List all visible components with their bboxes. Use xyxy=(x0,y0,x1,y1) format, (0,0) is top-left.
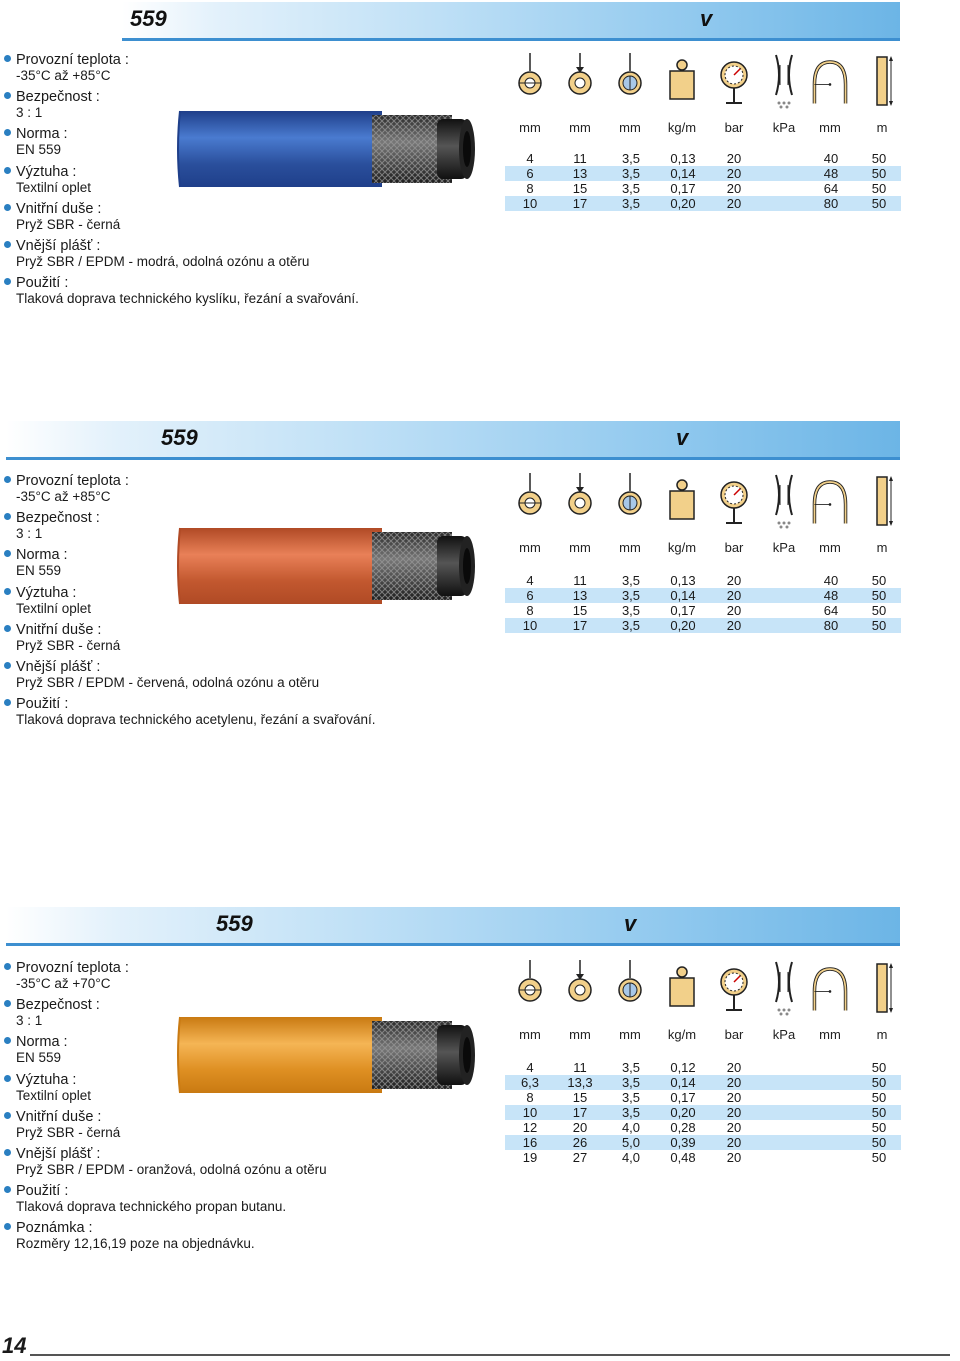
table-row xyxy=(505,1105,901,1120)
dimensions-table xyxy=(505,151,901,211)
length-icon xyxy=(863,466,901,536)
unit-label: bar xyxy=(724,120,744,135)
table-cell: 80 xyxy=(805,196,857,211)
table-cell: 3,5 xyxy=(605,1060,657,1075)
table-row xyxy=(505,1090,901,1105)
table-cell: 27 xyxy=(555,1150,605,1165)
spec-value: Tlaková doprava technického propan butanu. xyxy=(16,1199,287,1215)
table-cell: 20 xyxy=(709,1120,759,1135)
table-cell: 0,28 xyxy=(657,1120,709,1135)
unit-label: m xyxy=(876,540,888,555)
unit-label: mm xyxy=(569,1027,591,1042)
spec-label: Výztuha : xyxy=(4,164,359,180)
table-cell: 26 xyxy=(555,1135,605,1150)
table-cell xyxy=(759,1120,805,1135)
table-cell: 0,13 xyxy=(657,573,709,588)
spec-label: Vnitřní duše : xyxy=(4,201,359,217)
table-row xyxy=(505,603,901,618)
spec-label: Bezpečnost : xyxy=(4,997,327,1013)
spec-label: Vnější plášť : xyxy=(4,659,375,675)
table-cell xyxy=(759,618,805,633)
table-cell: 11 xyxy=(555,1060,605,1075)
table-cell: 0,17 xyxy=(657,1090,709,1105)
product-code: 559 xyxy=(130,6,167,31)
spec-label: Použití : xyxy=(4,696,375,712)
table-cell: 0,39 xyxy=(657,1135,709,1150)
table-cell: 0,13 xyxy=(657,151,709,166)
table-cell: 11 xyxy=(555,573,605,588)
product-type-letter: v xyxy=(624,911,637,936)
table-cell: 11 xyxy=(555,151,605,166)
spec-label: Použití : xyxy=(4,275,359,291)
unit-label: mm xyxy=(519,120,541,135)
spec-item xyxy=(4,52,359,84)
unit-label: mm xyxy=(619,120,641,135)
table-cell: 20 xyxy=(709,196,759,211)
weight-icon xyxy=(663,953,701,1023)
spec-value: Tlaková doprava technického kyslíku, řezání a svařování. xyxy=(16,291,359,307)
table-cell xyxy=(759,573,805,588)
outer-diameter-icon xyxy=(561,46,599,116)
section-banner xyxy=(6,907,900,946)
table-cell: 8 xyxy=(505,1090,555,1105)
table-cell: 12 xyxy=(505,1120,555,1135)
hose-image-blue xyxy=(172,103,477,200)
unit-label: mm xyxy=(819,1027,841,1042)
table-cell: 0,48 xyxy=(657,1150,709,1165)
table-cell xyxy=(759,166,805,181)
weight-icon xyxy=(663,46,701,116)
spec-value: Rozměry 12,16,19 poze na objednávku. xyxy=(16,1236,255,1252)
table-cell: 10 xyxy=(505,618,555,633)
table-cell: 50 xyxy=(857,196,901,211)
pressure-gauge-icon xyxy=(715,953,753,1023)
bend-radius-icon xyxy=(811,953,849,1023)
table-cell: 10 xyxy=(505,1105,555,1120)
table-cell: 17 xyxy=(555,1105,605,1120)
table-cell xyxy=(759,181,805,196)
table-row xyxy=(505,151,901,166)
wall-thickness-icon xyxy=(611,466,649,536)
table-cell: 20 xyxy=(709,588,759,603)
table-cell: 3,5 xyxy=(605,181,657,196)
table-cell: 3,5 xyxy=(605,166,657,181)
unit-label: mm xyxy=(569,120,591,135)
vacuum-icon xyxy=(765,46,803,116)
spec-value: 3 : 1 xyxy=(16,105,43,121)
table-cell: 3,5 xyxy=(605,618,657,633)
table-cell: 4,0 xyxy=(605,1120,657,1135)
table-cell: 40 xyxy=(805,573,857,588)
spec-item xyxy=(4,1109,327,1141)
spec-value: EN 559 xyxy=(16,142,62,158)
spec-item xyxy=(4,275,359,307)
wall-thickness-icon xyxy=(611,46,649,116)
unit-label: kg/m xyxy=(667,120,697,135)
table-cell: 20 xyxy=(709,603,759,618)
pressure-gauge-icon xyxy=(715,466,753,536)
product-code: 559 xyxy=(161,425,198,450)
table-row xyxy=(505,588,901,603)
spec-label: Norma : xyxy=(4,547,375,563)
table-cell: 50 xyxy=(857,573,901,588)
table-cell xyxy=(805,1105,857,1120)
table-cell: 20 xyxy=(555,1120,605,1135)
spec-value: Textilní oplet xyxy=(16,1087,92,1103)
spec-value: Pryž SBR / EPDM - oranžová, odolná ozónu a otěru xyxy=(16,1161,327,1177)
table-cell xyxy=(759,1075,805,1090)
wall-thickness-icon xyxy=(611,953,649,1023)
table-cell: 4 xyxy=(505,1060,555,1075)
spec-item xyxy=(4,201,359,233)
table-cell xyxy=(759,196,805,211)
table-cell: 8 xyxy=(505,603,555,618)
product-code: 559 xyxy=(216,911,253,936)
unit-label: bar xyxy=(724,1027,744,1042)
spec-label: Vnější plášť : xyxy=(4,238,359,254)
table-cell: 80 xyxy=(805,618,857,633)
table-cell: 20 xyxy=(709,151,759,166)
spec-list xyxy=(4,960,327,1258)
outer-diameter-icon xyxy=(561,953,599,1023)
table-cell: 3,5 xyxy=(605,1090,657,1105)
table-cell: 0,17 xyxy=(657,181,709,196)
table-cell: 3,5 xyxy=(605,1105,657,1120)
spec-value: 3 : 1 xyxy=(16,1013,43,1029)
weight-icon xyxy=(663,466,701,536)
spec-value: -35°C až +70°C xyxy=(16,976,111,991)
unit-label: kPa xyxy=(772,120,796,135)
table-cell: 3,5 xyxy=(605,196,657,211)
spec-label: Provozní teplota : xyxy=(4,960,327,976)
table-row xyxy=(505,573,901,588)
table-cell: 50 xyxy=(857,151,901,166)
table-cell: 0,20 xyxy=(657,618,709,633)
section-banner xyxy=(122,2,900,41)
table-cell: 3,5 xyxy=(605,573,657,588)
spec-label: Provozní teplota : xyxy=(4,473,375,489)
spec-item xyxy=(4,238,359,270)
table-row xyxy=(505,1075,901,1090)
table-cell: 50 xyxy=(857,1105,901,1120)
table-cell: 3,5 xyxy=(605,151,657,166)
spec-label: Výztuha : xyxy=(4,1072,327,1088)
table-cell: 50 xyxy=(857,1075,901,1090)
table-cell: 20 xyxy=(709,1135,759,1150)
spec-value: Pryž SBR / EPDM - modrá, odolná ozónu a otěru xyxy=(16,253,310,269)
spec-item xyxy=(4,960,327,992)
footer-rule xyxy=(30,1354,950,1356)
spec-value: Textilní oplet xyxy=(16,600,92,616)
table-cell: 50 xyxy=(857,1090,901,1105)
spec-label: Vnější plášť : xyxy=(4,1146,327,1162)
table-cell: 50 xyxy=(857,1150,901,1165)
unit-label: mm xyxy=(819,120,841,135)
spec-item xyxy=(4,659,375,691)
table-cell: 16 xyxy=(505,1135,555,1150)
table-cell: 50 xyxy=(857,181,901,196)
spec-label: Norma : xyxy=(4,1034,327,1050)
table-cell xyxy=(805,1075,857,1090)
spec-label: Použití : xyxy=(4,1183,327,1199)
unit-label: kPa xyxy=(772,540,796,555)
table-cell: 0,14 xyxy=(657,166,709,181)
table-cell: 64 xyxy=(805,181,857,196)
table-cell: 6,3 xyxy=(505,1075,555,1090)
pressure-gauge-icon xyxy=(715,46,753,116)
property-icons-row xyxy=(505,953,900,1023)
table-cell xyxy=(759,588,805,603)
spec-value: Pryž SBR / EPDM - červená, odolná ozónu a otěru xyxy=(16,674,320,690)
table-cell: 4 xyxy=(505,573,555,588)
unit-label: mm xyxy=(619,540,641,555)
table-row xyxy=(505,1135,901,1150)
table-cell xyxy=(759,1135,805,1150)
table-row xyxy=(505,618,901,633)
table-cell: 4 xyxy=(505,151,555,166)
spec-value: EN 559 xyxy=(16,563,62,579)
spec-label: Vnitřní duše : xyxy=(4,622,375,638)
hose-image-orange xyxy=(172,1009,477,1106)
table-cell xyxy=(805,1090,857,1105)
inner-diameter-icon xyxy=(511,953,549,1023)
table-cell: 10 xyxy=(505,196,555,211)
unit-label: kg/m xyxy=(667,1027,697,1042)
unit-label: bar xyxy=(724,540,744,555)
table-cell xyxy=(805,1135,857,1150)
table-cell: 20 xyxy=(709,1060,759,1075)
property-icons-row xyxy=(505,46,900,116)
table-cell: 15 xyxy=(555,603,605,618)
dimensions-table xyxy=(505,1060,901,1165)
table-cell xyxy=(805,1120,857,1135)
spec-item xyxy=(4,1146,327,1178)
spec-value: EN 559 xyxy=(16,1050,62,1066)
table-cell: 13,3 xyxy=(555,1075,605,1090)
table-cell: 0,14 xyxy=(657,1075,709,1090)
table-cell: 50 xyxy=(857,166,901,181)
table-cell: 13 xyxy=(555,588,605,603)
table-cell: 20 xyxy=(709,1090,759,1105)
spec-value: -35°C až +85°C xyxy=(16,489,111,504)
table-cell: 48 xyxy=(805,588,857,603)
spec-item xyxy=(4,1183,327,1215)
outer-diameter-icon xyxy=(561,466,599,536)
table-cell: 40 xyxy=(805,151,857,166)
inner-diameter-icon xyxy=(511,466,549,536)
table-cell: 20 xyxy=(709,181,759,196)
unit-label: mm xyxy=(569,540,591,555)
table-cell: 50 xyxy=(857,1120,901,1135)
table-cell: 17 xyxy=(555,618,605,633)
table-cell: 20 xyxy=(709,166,759,181)
spec-value: -35°C až +85°C xyxy=(16,68,111,83)
table-cell: 20 xyxy=(709,573,759,588)
table-cell: 17 xyxy=(555,196,605,211)
table-cell: 3,5 xyxy=(605,603,657,618)
table-cell: 50 xyxy=(857,1060,901,1075)
product-type-letter: v xyxy=(700,6,713,31)
bend-radius-icon xyxy=(811,46,849,116)
hose-image-red xyxy=(172,520,477,617)
product-type-letter: v xyxy=(676,425,689,450)
spec-value: Pryž SBR - černá xyxy=(16,1124,121,1140)
table-cell: 19 xyxy=(505,1150,555,1165)
table-cell: 15 xyxy=(555,1090,605,1105)
spec-item xyxy=(4,473,375,505)
spec-value: Pryž SBR - černá xyxy=(16,637,121,653)
vacuum-icon xyxy=(765,466,803,536)
table-cell: 50 xyxy=(857,618,901,633)
table-cell xyxy=(759,603,805,618)
table-row xyxy=(505,166,901,181)
unit-label: m xyxy=(876,1027,888,1042)
table-cell: 4,0 xyxy=(605,1150,657,1165)
table-cell: 0,14 xyxy=(657,588,709,603)
table-cell: 20 xyxy=(709,618,759,633)
table-cell xyxy=(759,1105,805,1120)
table-row xyxy=(505,1120,901,1135)
table-row xyxy=(505,1060,901,1075)
table-cell: 50 xyxy=(857,588,901,603)
spec-label: Norma : xyxy=(4,126,359,142)
spec-label: Bezpečnost : xyxy=(4,89,359,105)
table-cell: 8 xyxy=(505,181,555,196)
property-icons-row xyxy=(505,466,900,536)
spec-item xyxy=(4,622,375,654)
dimensions-table xyxy=(505,573,901,633)
spec-label: Vnitřní duše : xyxy=(4,1109,327,1125)
table-cell: 20 xyxy=(709,1075,759,1090)
table-cell: 0,17 xyxy=(657,603,709,618)
unit-label: kPa xyxy=(772,1027,796,1042)
table-cell: 64 xyxy=(805,603,857,618)
table-cell xyxy=(759,1060,805,1075)
table-cell: 0,20 xyxy=(657,196,709,211)
table-cell xyxy=(805,1060,857,1075)
table-cell: 15 xyxy=(555,181,605,196)
table-cell: 6 xyxy=(505,588,555,603)
table-cell: 0,12 xyxy=(657,1060,709,1075)
spec-item xyxy=(4,1220,327,1252)
unit-label: mm xyxy=(519,540,541,555)
spec-label: Výztuha : xyxy=(4,585,375,601)
spec-value: Textilní oplet xyxy=(16,179,92,195)
table-cell xyxy=(759,1150,805,1165)
table-row xyxy=(505,1150,901,1165)
table-cell xyxy=(759,1090,805,1105)
page-number: 14 xyxy=(2,1333,27,1358)
table-cell: 20 xyxy=(709,1150,759,1165)
table-cell: 3,5 xyxy=(605,588,657,603)
table-cell: 48 xyxy=(805,166,857,181)
table-row xyxy=(505,196,901,211)
spec-label: Bezpečnost : xyxy=(4,510,375,526)
unit-label: mm xyxy=(519,1027,541,1042)
length-icon xyxy=(863,46,901,116)
table-cell: 5,0 xyxy=(605,1135,657,1150)
table-cell: 6 xyxy=(505,166,555,181)
table-cell: 50 xyxy=(857,603,901,618)
spec-value: Tlaková doprava technického acetylenu, řezání a svařování. xyxy=(16,712,376,728)
table-cell: 20 xyxy=(709,1105,759,1120)
table-row xyxy=(505,181,901,196)
table-cell: 3,5 xyxy=(605,1075,657,1090)
inner-diameter-icon xyxy=(511,46,549,116)
length-icon xyxy=(863,953,901,1023)
unit-label: mm xyxy=(619,1027,641,1042)
unit-label: mm xyxy=(819,540,841,555)
spec-value: Pryž SBR - černá xyxy=(16,216,121,232)
vacuum-icon xyxy=(765,953,803,1023)
spec-label: Poznámka : xyxy=(4,1220,327,1236)
table-cell: 13 xyxy=(555,166,605,181)
table-cell: 0,20 xyxy=(657,1105,709,1120)
section-banner xyxy=(6,421,900,460)
unit-label: m xyxy=(876,120,888,135)
spec-label: Provozní teplota : xyxy=(4,52,359,68)
bend-radius-icon xyxy=(811,466,849,536)
spec-item xyxy=(4,696,375,728)
spec-value: 3 : 1 xyxy=(16,526,43,542)
table-cell xyxy=(805,1150,857,1165)
table-cell: 50 xyxy=(857,1135,901,1150)
table-cell xyxy=(759,151,805,166)
unit-label: kg/m xyxy=(667,540,697,555)
